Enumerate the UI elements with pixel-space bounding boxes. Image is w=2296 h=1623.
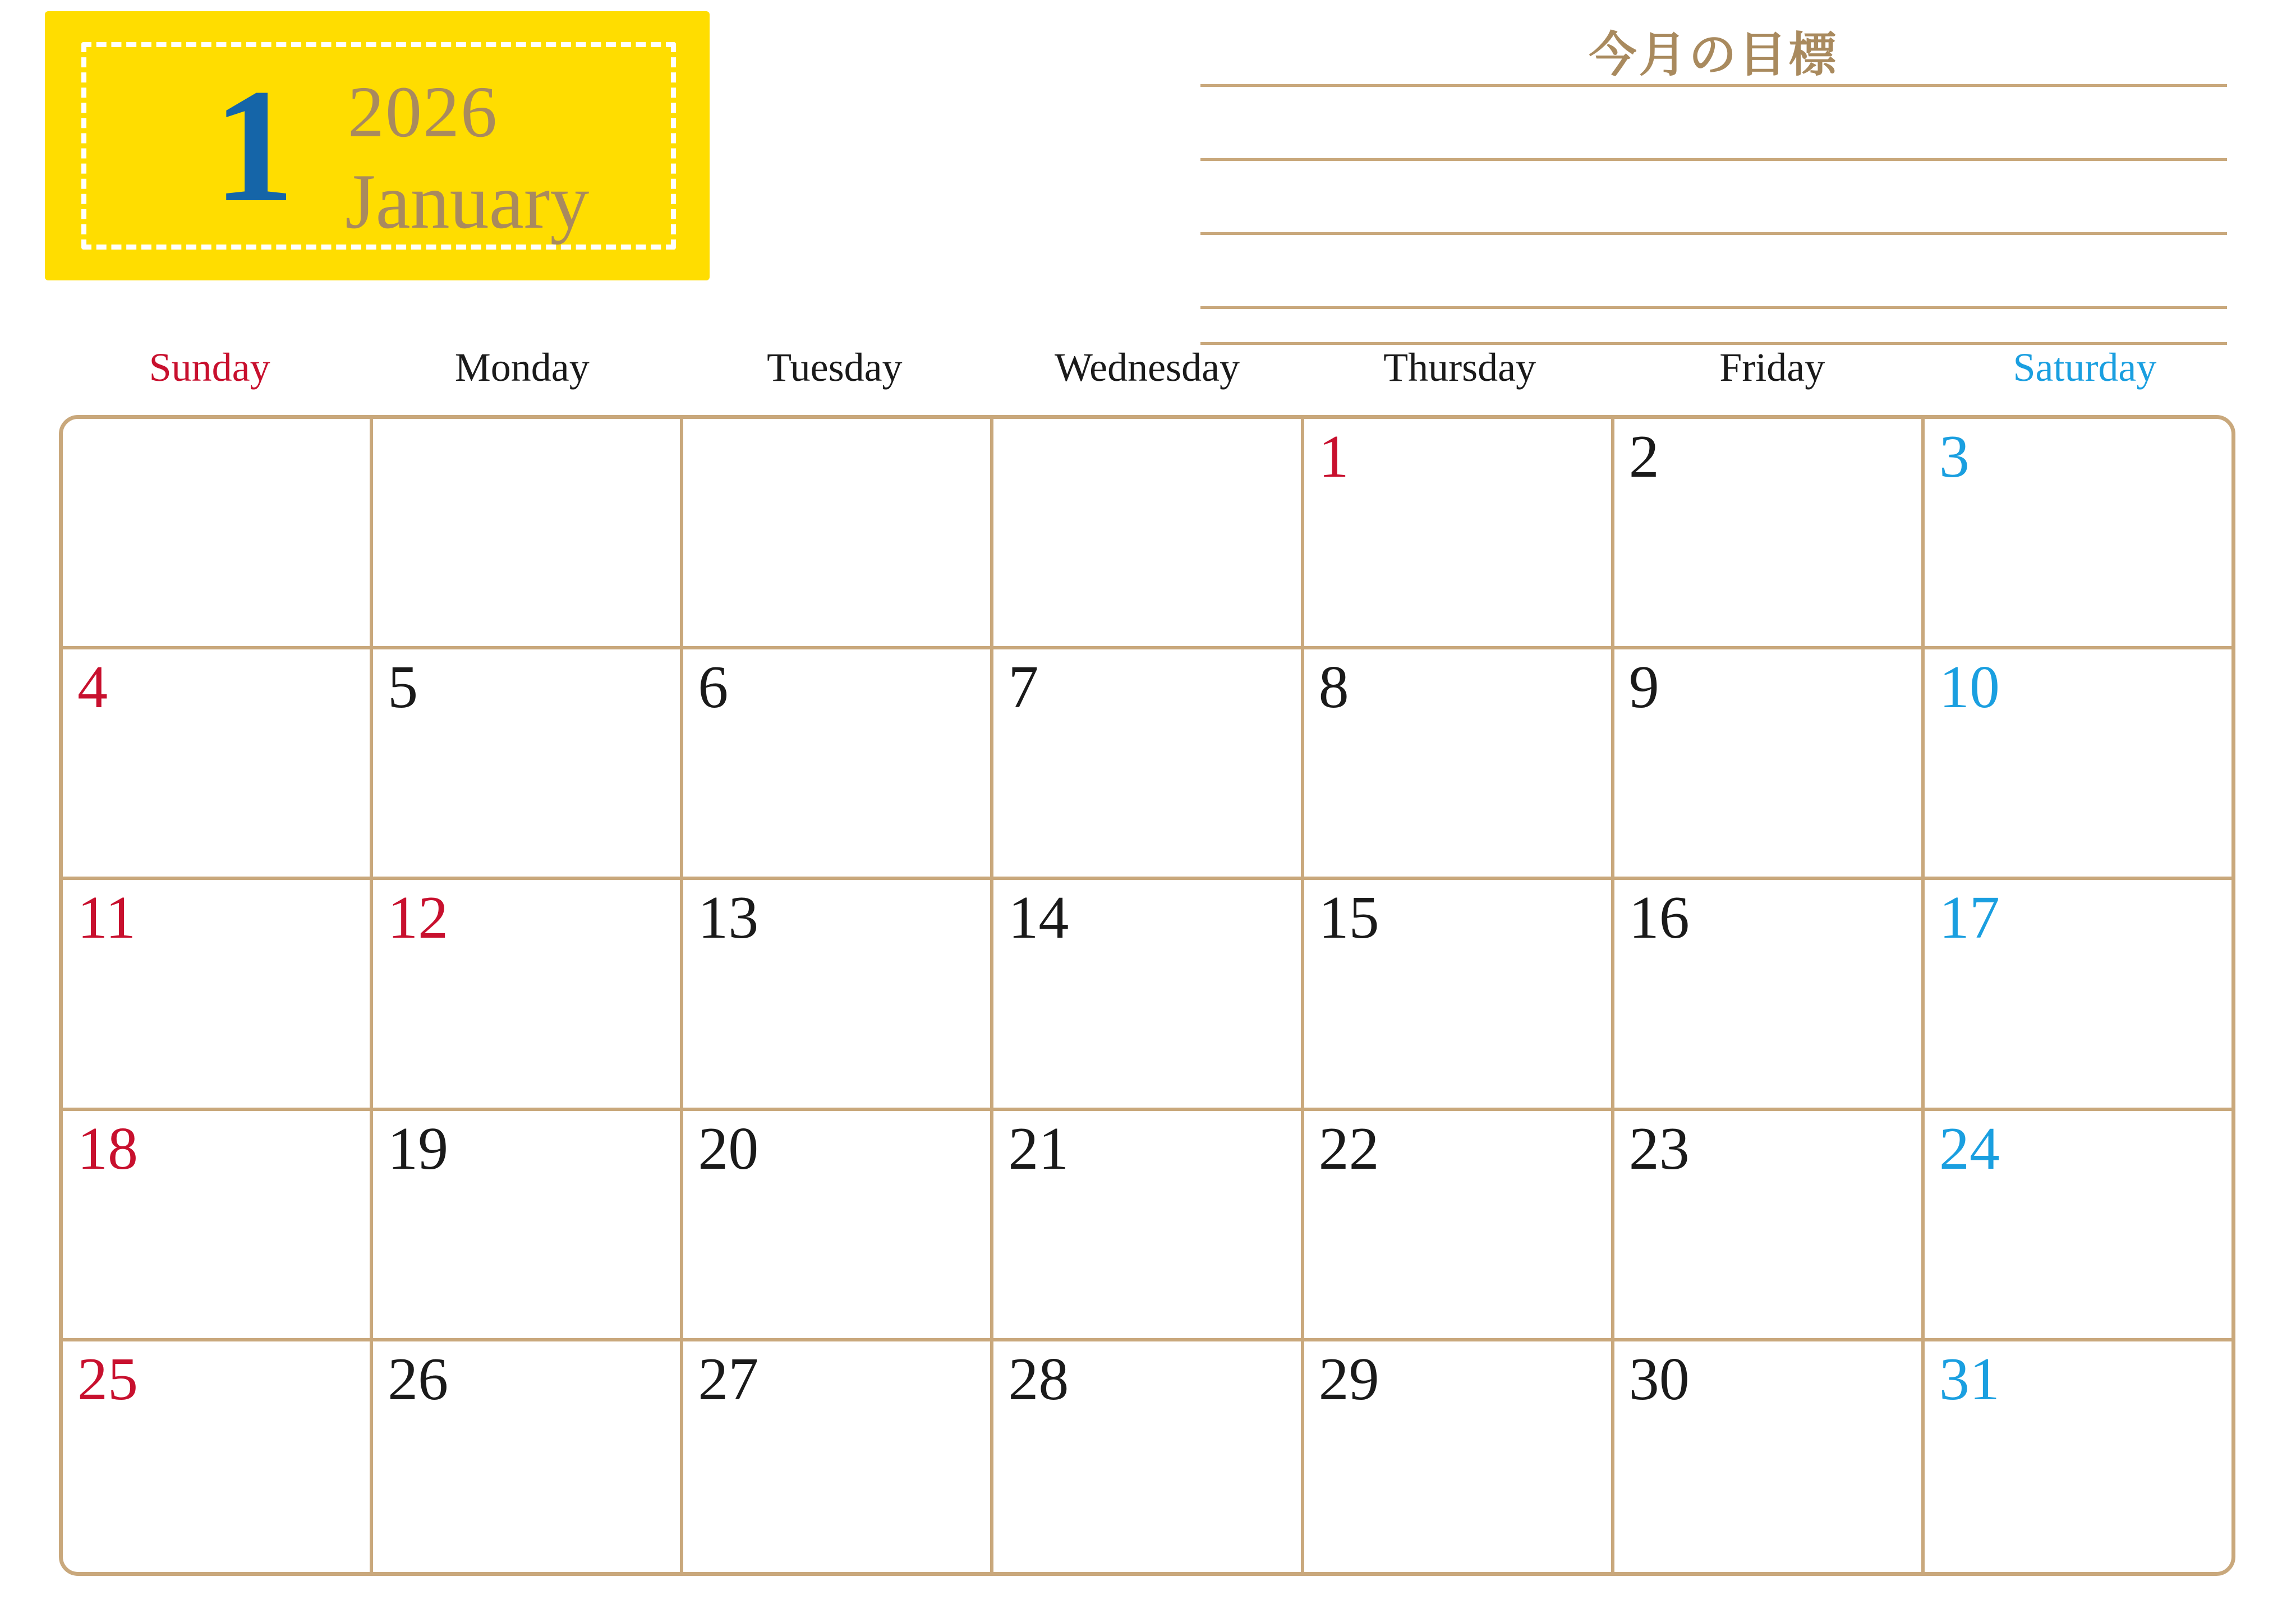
day-number: 11: [77, 884, 136, 952]
day-number: 19: [388, 1115, 449, 1182]
day-cell[interactable]: [1614, 1341, 1925, 1572]
calendar-header: [0, 0, 2296, 336]
day-cell[interactable]: [993, 649, 1304, 877]
day-cell[interactable]: [63, 880, 373, 1107]
calendar-week-row: [63, 1341, 2231, 1572]
day-number: 20: [698, 1115, 759, 1182]
day-number: 2: [1628, 423, 1659, 490]
day-number: 15: [1318, 884, 1379, 952]
goal-writing-line: [1200, 306, 2227, 309]
weekday-header-tuesday: Tuesday: [767, 345, 903, 390]
month-badge: [45, 11, 710, 280]
day-cell[interactable]: [373, 1111, 683, 1338]
day-cell[interactable]: [1925, 1341, 2231, 1572]
day-cell[interactable]: [1925, 419, 2231, 646]
day-number: 18: [77, 1115, 138, 1182]
monthly-goal-title: 今月の目標: [1589, 27, 1839, 83]
weekday-header-row: [53, 342, 2241, 393]
day-number: 21: [1008, 1115, 1069, 1182]
day-cell[interactable]: [1925, 880, 2231, 1107]
monthly-goal-section: [1200, 11, 2227, 336]
calendar-week-row: [63, 419, 2231, 649]
weekday-header-saturday: Saturday: [2013, 345, 2157, 390]
day-number: 29: [1318, 1345, 1379, 1413]
day-number: 27: [698, 1345, 759, 1413]
day-number: 6: [698, 654, 729, 721]
day-cell[interactable]: [373, 880, 683, 1107]
calendar-week-row: [63, 649, 2231, 880]
day-cell[interactable]: [1614, 880, 1925, 1107]
day-cell[interactable]: [683, 880, 993, 1107]
day-cell[interactable]: [63, 1341, 373, 1572]
day-cell[interactable]: [683, 649, 993, 877]
day-cell[interactable]: [1304, 1341, 1614, 1572]
goal-writing-line: [1200, 158, 2227, 161]
day-cell[interactable]: [1304, 649, 1614, 877]
day-number: 9: [1628, 654, 1659, 721]
day-cell[interactable]: [683, 1111, 993, 1338]
day-number: 26: [388, 1345, 449, 1413]
calendar-grid: [59, 415, 2235, 1576]
day-cell[interactable]: [993, 1341, 1304, 1572]
day-cell[interactable]: [993, 1111, 1304, 1338]
day-cell[interactable]: [373, 419, 683, 646]
day-number: 8: [1318, 654, 1349, 721]
day-number: 3: [1939, 423, 1970, 490]
weekday-header-friday: Friday: [1719, 345, 1825, 390]
day-cell[interactable]: [1925, 649, 2231, 877]
day-number: 30: [1628, 1345, 1690, 1413]
day-cell[interactable]: [993, 880, 1304, 1107]
day-cell[interactable]: [373, 649, 683, 877]
day-number: 1: [1318, 423, 1349, 490]
goal-writing-line: [1200, 84, 2227, 87]
goal-writing-line: [1200, 232, 2227, 235]
day-cell[interactable]: [1925, 1111, 2231, 1338]
day-cell[interactable]: [1614, 419, 1925, 646]
day-number: 7: [1008, 654, 1039, 721]
day-number: 17: [1939, 884, 2000, 952]
month-name-label: January: [345, 158, 590, 245]
day-cell[interactable]: [63, 1111, 373, 1338]
day-number: 28: [1008, 1345, 1069, 1413]
day-number: 31: [1939, 1345, 2000, 1413]
day-number: 23: [1628, 1115, 1690, 1182]
weekday-header-monday: Monday: [454, 345, 590, 390]
day-cell[interactable]: [683, 419, 993, 646]
day-cell[interactable]: [63, 419, 373, 646]
day-number: 16: [1628, 884, 1690, 952]
day-number: 5: [388, 654, 418, 721]
day-number: 10: [1939, 654, 2000, 721]
weekday-header-thursday: Thursday: [1383, 345, 1536, 390]
day-number: 24: [1939, 1115, 2000, 1182]
day-cell[interactable]: [1304, 880, 1614, 1107]
day-number: 25: [77, 1345, 138, 1413]
weekday-header-wednesday: Wednesday: [1054, 345, 1240, 390]
day-number: 12: [388, 884, 449, 952]
day-cell[interactable]: [1614, 649, 1925, 877]
day-cell[interactable]: [1304, 419, 1614, 646]
weekday-header-sunday: Sunday: [149, 345, 270, 390]
day-number: 14: [1008, 884, 1069, 952]
day-cell[interactable]: [1614, 1111, 1925, 1338]
day-number: 4: [77, 654, 108, 721]
day-cell[interactable]: [63, 649, 373, 877]
year-label: 2026: [348, 72, 498, 153]
day-cell[interactable]: [683, 1341, 993, 1572]
calendar-week-row: [63, 1111, 2231, 1341]
day-cell[interactable]: [373, 1341, 683, 1572]
day-number: 22: [1318, 1115, 1379, 1182]
month-number: 1: [213, 56, 295, 236]
calendar-week-row: [63, 880, 2231, 1110]
day-cell[interactable]: [1304, 1111, 1614, 1338]
day-number: 13: [698, 884, 759, 952]
day-cell[interactable]: [993, 419, 1304, 646]
